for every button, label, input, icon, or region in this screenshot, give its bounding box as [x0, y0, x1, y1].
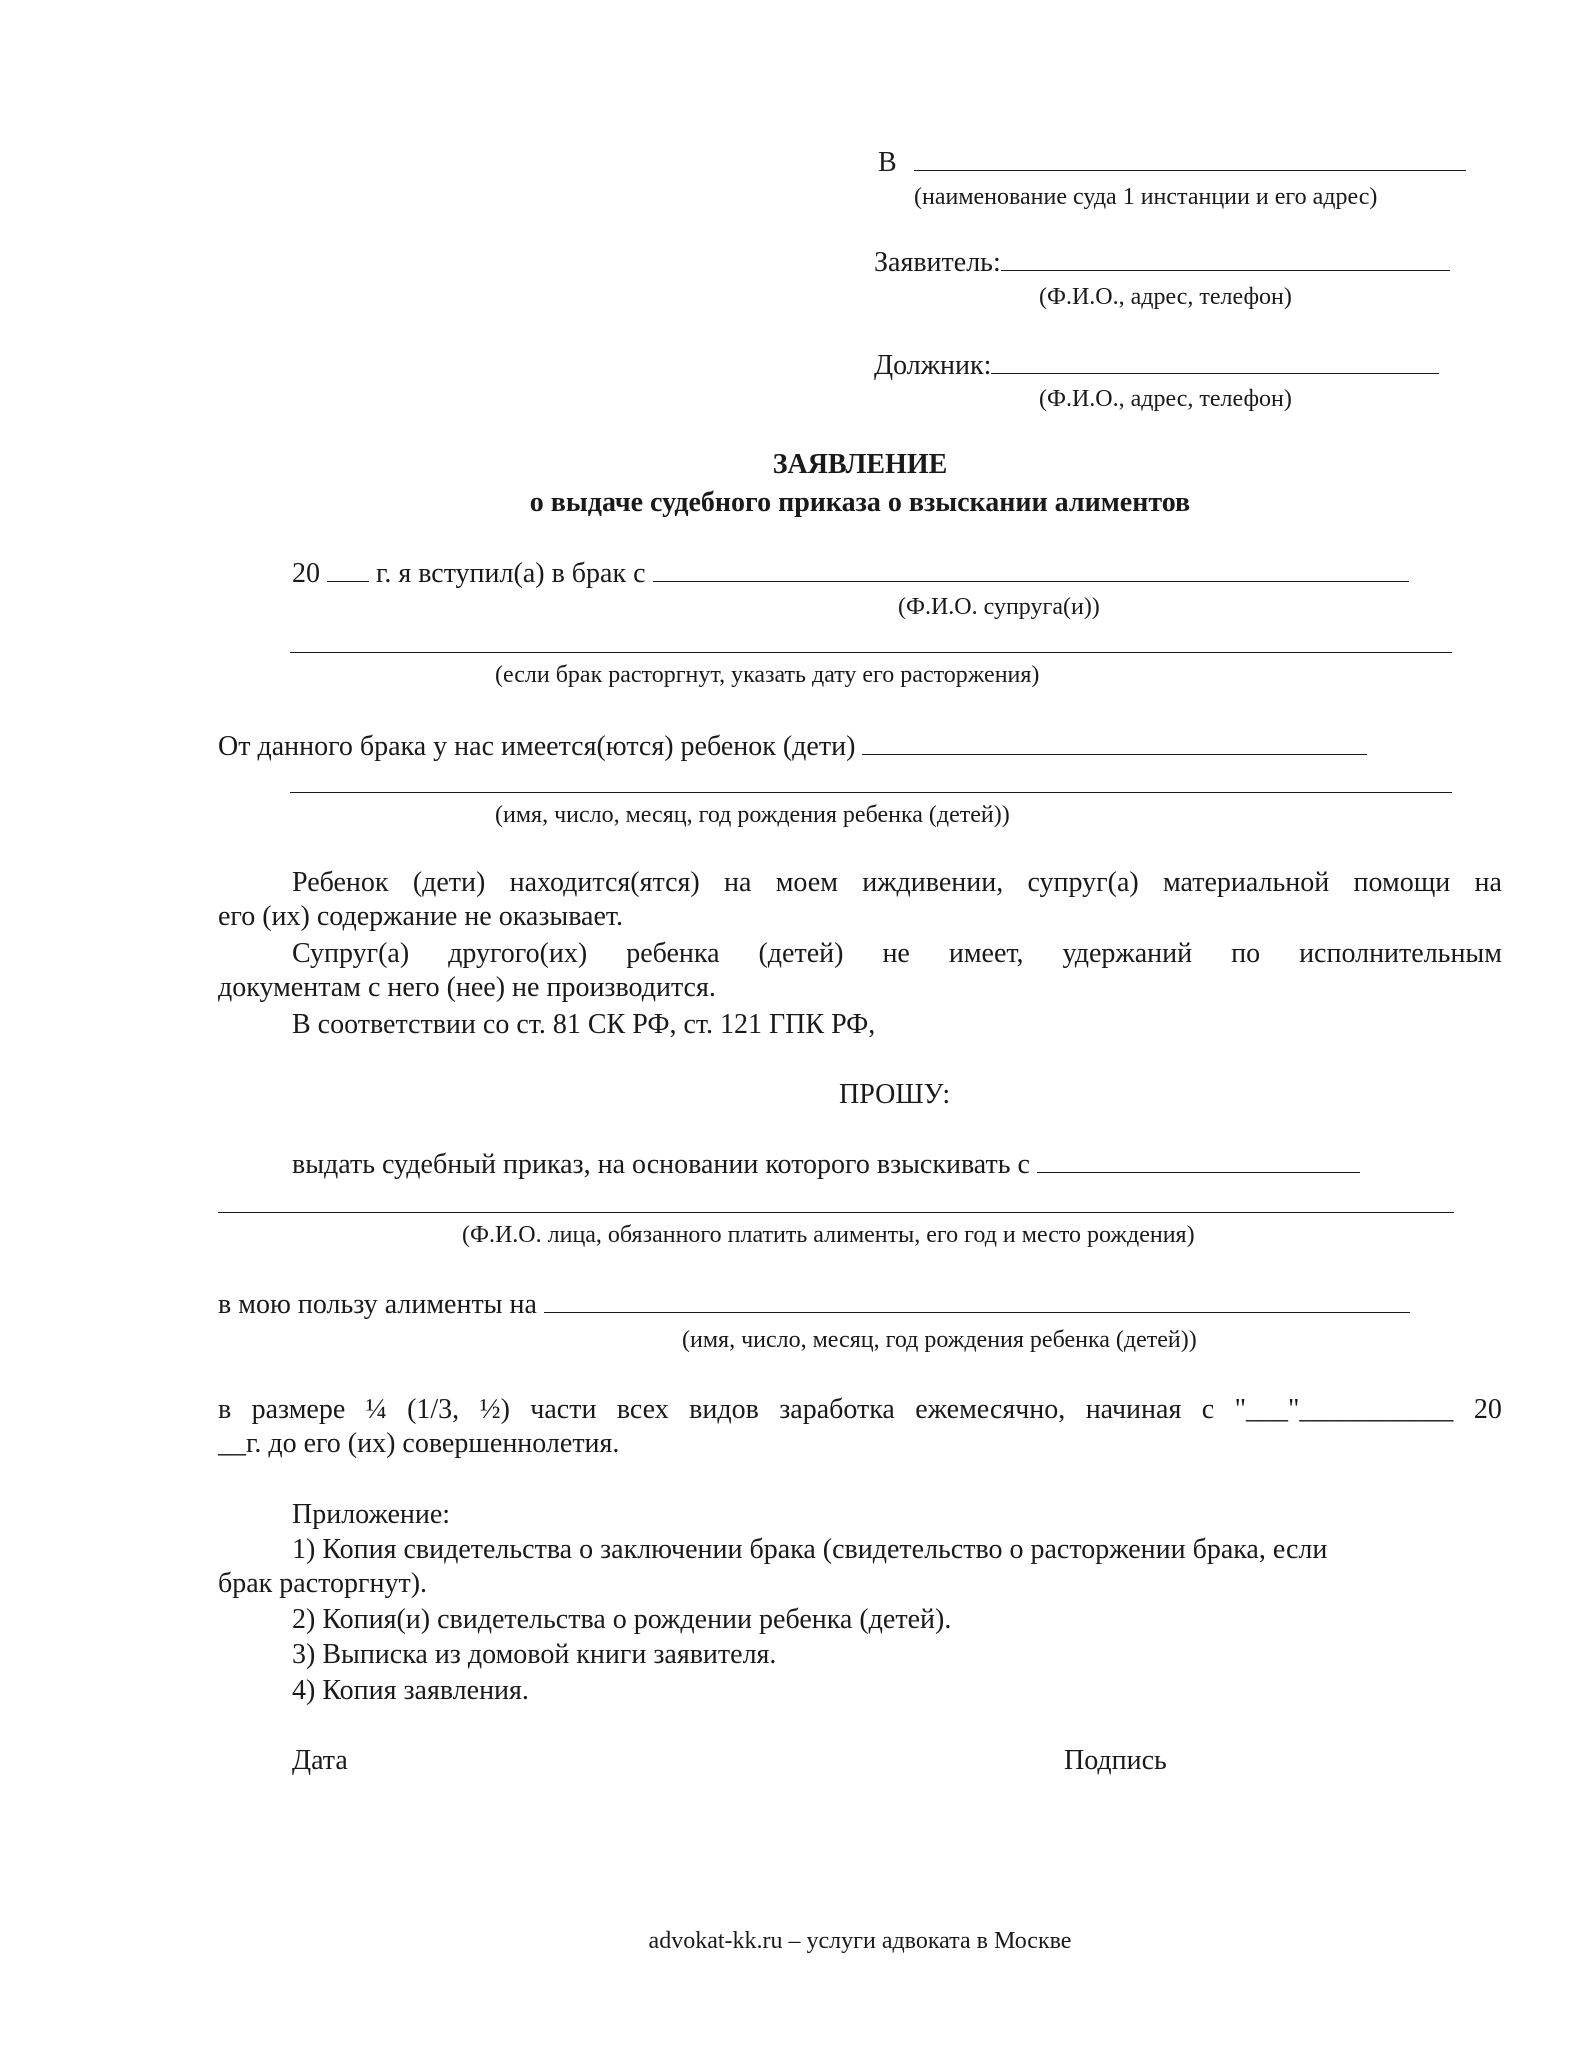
amount-line-2: __г. до его (их) совершеннолетия. — [218, 1428, 620, 1459]
word: (детей) — [758, 938, 844, 969]
word: (1/3, — [407, 1394, 460, 1425]
benefit-text: в мою пользу алименты на — [218, 1289, 537, 1320]
signature-label: Подпись — [1064, 1745, 1167, 1776]
word: другого(их) — [448, 938, 588, 969]
word: (дети) — [412, 867, 486, 898]
attachment-item-2: 2) Копия(и) свидетельства о рождении ребенка (детей). — [292, 1604, 952, 1635]
paragraph-1-line-2: его (их) содержание не оказывает. — [218, 901, 624, 932]
debtor-blank[interactable] — [991, 349, 1439, 374]
word: части — [530, 1394, 597, 1425]
word: всех — [616, 1394, 669, 1425]
start-date-blank[interactable]: "___"___________ — [1234, 1394, 1454, 1425]
word: супруг(а) — [1027, 867, 1139, 898]
word: ребенка — [626, 938, 720, 969]
word: Ребенок — [292, 867, 389, 898]
attachment-item-1: 1) Копия свидетельства о заключении брака (свидетельство о расторжении брака, если — [292, 1534, 1328, 1565]
paragraph-1-line-1 — [292, 866, 1502, 900]
marriage-year-blank[interactable] — [327, 557, 369, 582]
debtor-line — [874, 349, 1439, 383]
benefit-caption: (имя, число, месяц, год рождения ребенка (детей)) — [682, 1327, 1197, 1353]
court-prefix: В — [878, 147, 897, 178]
marriage-line — [292, 557, 1409, 591]
word: удержаний — [1062, 938, 1193, 969]
spouse-blank[interactable] — [653, 557, 1409, 582]
word: находится(ятся) — [509, 867, 700, 898]
word: по — [1231, 938, 1261, 969]
word: исполнительным — [1299, 938, 1502, 969]
court-blank[interactable] — [914, 146, 1466, 171]
word: иждивении, — [862, 867, 1004, 898]
date-label: Дата — [292, 1745, 348, 1776]
word: ежемесячно, — [915, 1394, 1066, 1425]
paragraph-3: В соответствии со ст. 81 СК РФ, ст. 121 ГПК РФ, — [292, 1009, 876, 1040]
payer-blank-2[interactable] — [218, 1212, 1454, 1213]
amount-line-1 — [218, 1393, 1502, 1427]
word: Супруг(а) — [292, 938, 410, 969]
word: моем — [775, 867, 838, 898]
word: с — [1201, 1394, 1215, 1425]
children-caption: (имя, число, месяц, год рождения ребенка (детей)) — [495, 802, 1010, 828]
marriage-text: г. я вступил(а) в брак с — [376, 558, 646, 589]
attachment-item-4: 4) Копия заявления. — [292, 1675, 529, 1706]
word: на — [1474, 867, 1502, 898]
marriage-year-prefix: 20 — [292, 558, 320, 589]
request-line — [292, 1148, 1360, 1182]
word: материальной — [1163, 867, 1330, 898]
paragraph-2-line-1 — [292, 937, 1502, 971]
applicant-line — [874, 246, 1450, 280]
word: заработка — [779, 1394, 895, 1425]
applicant-caption: (Ф.И.О., адрес, телефон) — [1039, 284, 1292, 310]
request-heading: ПРОШУ: — [839, 1079, 951, 1110]
word: в — [218, 1394, 232, 1425]
word: 20 — [1473, 1394, 1502, 1425]
word: на — [724, 867, 752, 898]
children-text: От данного брака у нас имеется(ются) ребенок (дети) — [218, 731, 856, 762]
word: видов — [689, 1394, 759, 1425]
word: ½) — [479, 1394, 510, 1425]
debtor-caption: (Ф.И.О., адрес, телефон) — [1039, 386, 1292, 412]
payer-caption: (Ф.И.О. лица, обязанного платить алименты, его год и место рождения) — [462, 1222, 1195, 1248]
court-caption: (наименование суда 1 инстанции и его адрес) — [914, 184, 1378, 210]
applicant-label: Заявитель: — [874, 247, 1001, 278]
divorce-blank[interactable] — [290, 652, 1452, 653]
request-text: выдать судебный приказ, на основании которого взыскивать с — [292, 1149, 1030, 1180]
word: размере — [251, 1394, 346, 1425]
children-line — [218, 730, 1367, 764]
footer-text: advokat-kk.ru – услуги адвоката в Москве — [648, 1928, 1072, 1954]
children-blank-2[interactable] — [290, 792, 1452, 793]
divorce-caption: (если брак расторгнут, указать дату его расторжения) — [495, 662, 1040, 688]
attachments-heading: Приложение: — [292, 1499, 451, 1530]
word: не — [882, 938, 910, 969]
document-subtitle: о выдаче судебного приказа о взыскании алиментов — [529, 487, 1191, 518]
attachment-item-1-cont: брак расторгнут). — [218, 1568, 428, 1599]
word: начиная — [1085, 1394, 1182, 1425]
debtor-label: Должник: — [874, 350, 992, 381]
attachment-item-3: 3) Выписка из домовой книги заявителя. — [292, 1639, 777, 1670]
court-line — [878, 146, 1466, 180]
spouse-caption: (Ф.И.О. супруга(и)) — [898, 594, 1100, 620]
word: помощи — [1353, 867, 1451, 898]
document-title: ЗАЯВЛЕНИЕ — [772, 449, 948, 480]
payer-blank[interactable] — [1037, 1148, 1360, 1173]
applicant-blank[interactable] — [1001, 246, 1450, 271]
word: имеет, — [948, 938, 1024, 969]
word: ¼ — [365, 1394, 387, 1425]
paragraph-2-line-2: документам с него (нее) не производится. — [218, 972, 716, 1003]
children-blank[interactable] — [862, 730, 1367, 755]
benefit-blank[interactable] — [544, 1288, 1410, 1313]
benefit-line — [218, 1288, 1410, 1322]
